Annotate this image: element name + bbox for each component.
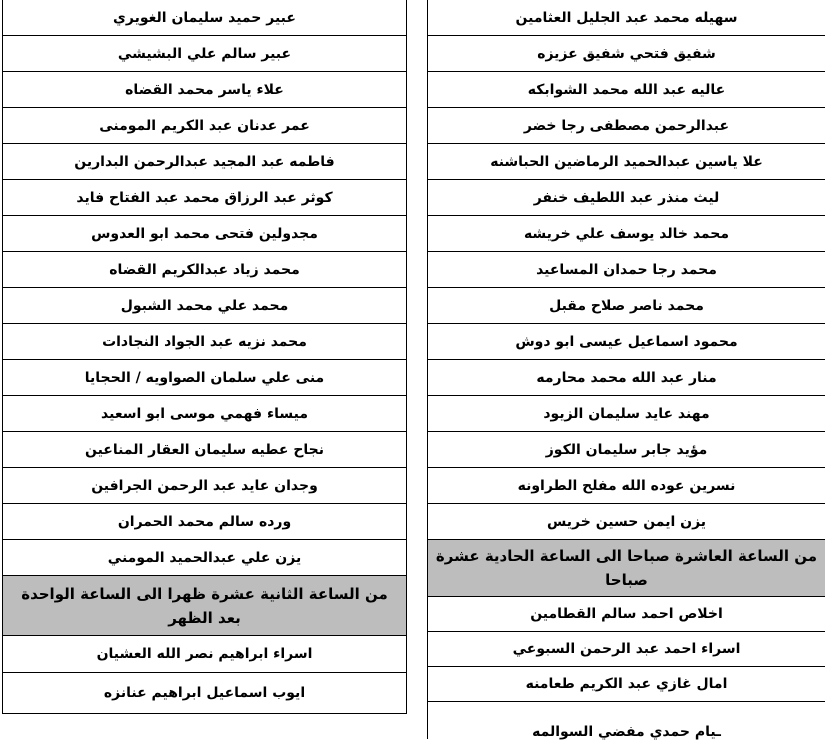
name-row: علا ياسين عبدالحميد الرماضين الحباشنه bbox=[428, 144, 825, 180]
name-row: عبير سالم علي البشيشي bbox=[3, 36, 406, 72]
time-slot-header: من الساعة العاشرة صباحا الى الساعة الحادية عشرة صباحا bbox=[428, 540, 825, 597]
name-row: شفيق فتحي شفيق عزيزه bbox=[428, 36, 825, 72]
name-row: اسراء ابراهيم نصر الله العشيان bbox=[3, 636, 406, 673]
time-slot-header: من الساعة الثانية عشرة ظهرا الى الساعة الواحدة بعد الظهر bbox=[3, 576, 406, 636]
name-row: اخلاص احمد سالم القطامين bbox=[428, 597, 825, 632]
name-row: نجاح عطيه سليمان العقار المناعين bbox=[3, 432, 406, 468]
name-row: ليث منذر عبد اللطيف خنفر bbox=[428, 180, 825, 216]
name-row: نسرين عوده الله مفلح الطراونه bbox=[428, 468, 825, 504]
name-row: محمد زياد عبدالكريم القضاه bbox=[3, 252, 406, 288]
name-row: محمد علي محمد الشبول bbox=[3, 288, 406, 324]
name-row: فاطمه عبد المجيد عبدالرحمن البدارين bbox=[3, 144, 406, 180]
name-row: كوثر عبد الرزاق محمد عبد الفتاح فايد bbox=[3, 180, 406, 216]
name-row-partial: ـيام حمدي مفضي السوالمه bbox=[532, 724, 721, 740]
name-row: محمد خالد يوسف علي خريشه bbox=[428, 216, 825, 252]
name-row: مؤيد جابر سليمان الكوز bbox=[428, 432, 825, 468]
name-row: محمد رجا حمدان المساعيد bbox=[428, 252, 825, 288]
name-row: عاليه عبد الله محمد الشوابكه bbox=[428, 72, 825, 108]
name-row: ورده سالم محمد الحمران bbox=[3, 504, 406, 540]
name-row: محمد ناصر صلاح مقبل bbox=[428, 288, 825, 324]
left-name-column bbox=[2, 0, 407, 714]
name-row: مهند عايد سليمان الزيود bbox=[428, 396, 825, 432]
name-row: وجدان عايد عبد الرحمن الجرافين bbox=[3, 468, 406, 504]
right-name-column bbox=[427, 0, 825, 739]
name-row: عبدالرحمن مصطفى رجا خضر bbox=[428, 108, 825, 144]
name-row: منى علي سلمان الصواويه / الحجايا bbox=[3, 360, 406, 396]
name-row: عمر عدنان عبد الكريم المومنى bbox=[3, 108, 406, 144]
name-row: ايوب اسماعيل ابراهيم عنانزه bbox=[3, 673, 406, 714]
name-row: ميساء فهمي موسى ابو اسعيد bbox=[3, 396, 406, 432]
name-row: يزن علي عبدالحميد المومني bbox=[3, 540, 406, 576]
name-row: سهيله محمد عبد الجليل العثامين bbox=[428, 0, 825, 36]
name-row: اسراء احمد عبد الرحمن السبوعي bbox=[428, 632, 825, 667]
name-row: محمد نزيه عبد الجواد النجادات bbox=[3, 324, 406, 360]
name-row: محمود اسماعيل عيسى ابو دوش bbox=[428, 324, 825, 360]
name-row: منار عبد الله محمد محارمه bbox=[428, 360, 825, 396]
name-row: مجدولين فتحى محمد ابو العدوس bbox=[3, 216, 406, 252]
name-row: امال غازي عبد الكريم طعامنه bbox=[428, 667, 825, 702]
name-row: عبير حميد سليمان الغويري bbox=[3, 0, 406, 36]
name-row: يزن ايمن حسين خريس bbox=[428, 504, 825, 540]
name-row: علاء ياسر محمد القضاه bbox=[3, 72, 406, 108]
